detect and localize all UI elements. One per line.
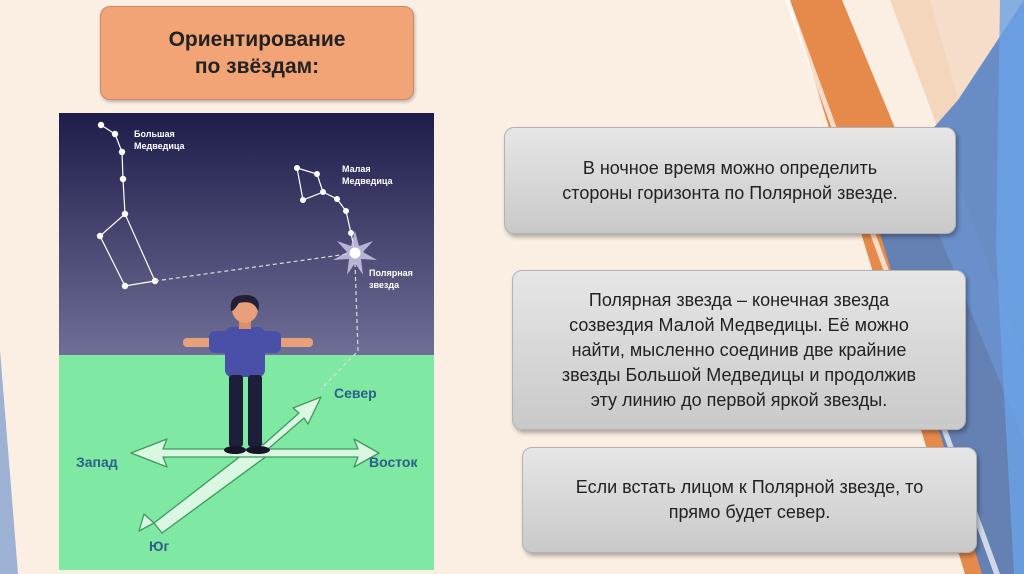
card-text-line: созвездия Малой Медведицы. Её можно [569, 314, 909, 335]
south-label: Юг [149, 538, 170, 554]
title-line-2: по звёздам: [194, 55, 320, 78]
card-text-line: Полярная звезда – конечная звезда [588, 289, 890, 310]
info-card-night [504, 127, 956, 234]
big-dipper-label: Большая Медведица [134, 129, 185, 151]
polaris-label: Полярная звезда [369, 268, 413, 290]
info-card-north [522, 447, 977, 553]
little-dipper-label: Малая Медведица [342, 164, 393, 186]
west-label: Запад [76, 454, 118, 470]
title-line-1: Ориентирование [168, 28, 346, 51]
info-card-polaris [512, 270, 966, 430]
slide-title [100, 6, 414, 100]
north-label: Север [334, 385, 377, 401]
star-orientation-illustration [59, 113, 434, 570]
card-text-line: стороны горизонта по Полярной звезде. [562, 182, 898, 203]
card-text-line: В ночное время можно определить [582, 157, 878, 178]
east-label: Восток [369, 454, 418, 470]
card-text-line: Если встать лицом к Полярной звезде, то [575, 477, 924, 497]
card-text-line: звезды Большой Медведицы и продолжив [561, 364, 917, 385]
card-text-line: эту линию до первой яркой звезды. [590, 389, 888, 410]
card-text-line: прямо будет север. [668, 502, 831, 522]
card-text-line: найти, мысленно соединив две крайние [571, 339, 907, 360]
